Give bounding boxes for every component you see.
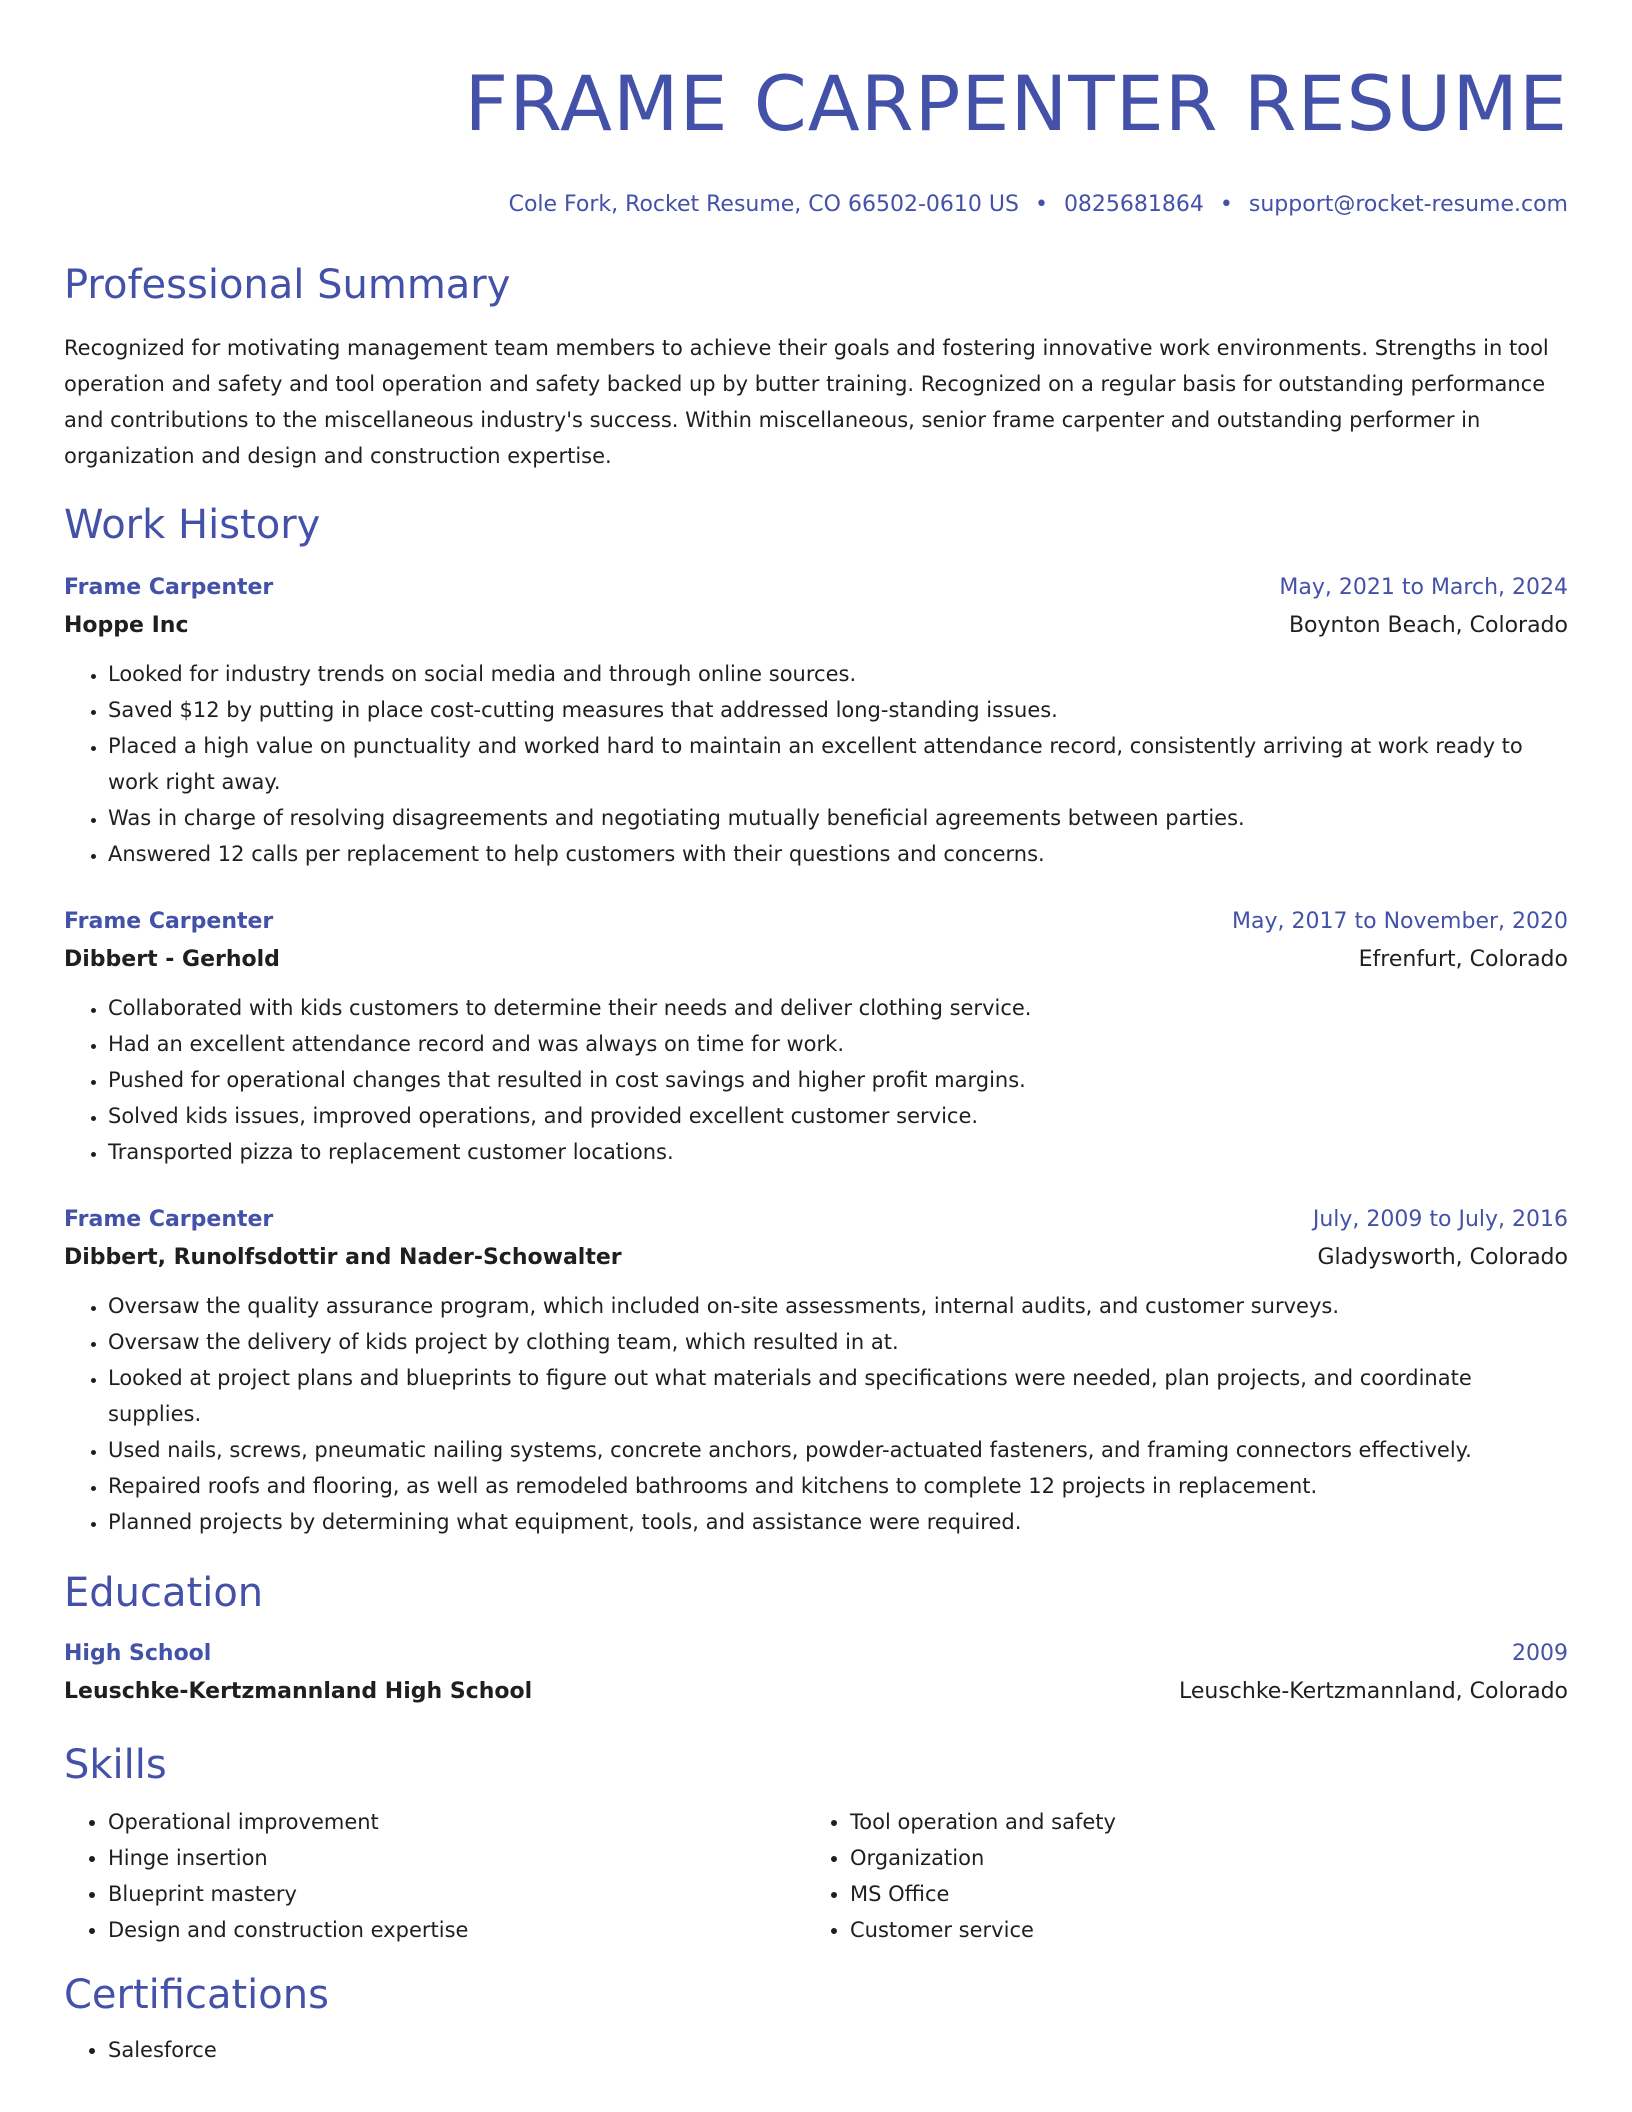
skills-heading: Skills [64, 1742, 167, 1788]
job-title: Frame Carpenter [64, 575, 274, 600]
skill-item: • Operational improvement [108, 1804, 806, 1840]
skill-item: • Blueprint mastery [108, 1876, 806, 1912]
job-location: Gladysworth, Colorado [1317, 1245, 1568, 1270]
skill-item: • MS Office [850, 1876, 1548, 1912]
contact-line [64, 190, 1568, 220]
job-title: Frame Carpenter [64, 909, 274, 934]
job-bullet: • Repaired roofs and flooring, as well as remodeled bathrooms and kitchens to complete 12 projects in replacement. [108, 1468, 1568, 1504]
job-company-row [64, 940, 1568, 980]
job-title: Frame Carpenter [64, 1207, 274, 1232]
resume-title: FRAME CARPENTER RESUME [464, 59, 1568, 148]
job-dates: July, 2009 to July, 2016 [1312, 1207, 1568, 1232]
job-header-row [64, 904, 1568, 940]
job-bullet: • Collaborated with kids customers to determine their needs and deliver clothing service. [108, 990, 1568, 1026]
job-company-row [64, 1238, 1568, 1278]
skills-columns [64, 1804, 1568, 1948]
education-heading: Education [64, 1570, 264, 1616]
contact-address: Cole Fork, Rocket Resume, CO 66502-0610 US [508, 192, 1019, 217]
job-bullet: • Looked for industry trends on social media and through online sources. [108, 656, 1568, 692]
work-history-heading: Work History [64, 502, 321, 548]
job-company: Dibbert, Runolfsdottir and Nader-Schowalter [64, 1245, 622, 1270]
job-bullet: • Answered 12 calls per replacement to help customers with their questions and concerns. [108, 836, 1568, 872]
job-bullets [64, 656, 1568, 872]
contact-separator: • [1219, 192, 1233, 217]
job-header-row [64, 570, 1568, 606]
skill-item: • Design and construction expertise [108, 1912, 806, 1948]
job-entry [64, 904, 1568, 1170]
job-header-row [64, 1202, 1568, 1238]
job-entry [64, 570, 1568, 872]
job-dates: May, 2021 to March, 2024 [1279, 575, 1568, 600]
education-location: Leuschke-Kertzmannland, Colorado [1179, 1679, 1568, 1704]
job-bullet: • Oversaw the delivery of kids project by clothing team, which resulted in at. [108, 1324, 1568, 1360]
education-school: Leuschke-Kertzmannland High School [64, 1679, 533, 1704]
job-bullet: • Was in charge of resolving disagreements and negotiating mutually beneficial agreements between parties. [108, 800, 1568, 836]
skill-item: • Hinge insertion [108, 1840, 806, 1876]
certification-item: • Salesforce [108, 2032, 1568, 2068]
job-bullet: • Looked at project plans and blueprints to figure out what materials and specifications were needed, plan projects, and coordinate supplies. [108, 1360, 1568, 1432]
job-bullet: • Had an excellent attendance record and was always on time for work. [108, 1026, 1568, 1062]
job-bullet: • Pushed for operational changes that resulted in cost savings and higher profit margins. [108, 1062, 1568, 1098]
skill-item: • Customer service [850, 1912, 1548, 1948]
skill-item: • Organization [850, 1840, 1548, 1876]
job-location: Efrenfurt, Colorado [1358, 947, 1568, 972]
skills-left-column [64, 1804, 806, 1948]
education-entry [64, 1636, 1568, 1712]
job-bullet: • Oversaw the quality assurance program, which included on-site assessments, internal audits, and customer surveys. [108, 1288, 1568, 1324]
education-header-row [64, 1636, 1568, 1672]
certifications-heading: Certifications [64, 1972, 329, 2018]
job-bullet: • Placed a high value on punctuality and worked hard to maintain an excellent attendance record, consistently arriving at work ready to work right away. [108, 728, 1568, 800]
job-bullets [64, 1288, 1568, 1540]
education-school-row [64, 1672, 1568, 1712]
job-bullet: • Used nails, screws, pneumatic nailing systems, concrete anchors, powder-actuated fasteners, and framing connectors effectively. [108, 1432, 1568, 1468]
job-company: Hoppe Inc [64, 613, 189, 638]
education-year: 2009 [1512, 1641, 1568, 1666]
contact-separator: • [1034, 192, 1048, 217]
skills-right-column [806, 1804, 1548, 1948]
contact-phone: 0825681864 [1063, 192, 1204, 217]
skill-item: • Tool operation and safety [850, 1804, 1548, 1840]
job-bullet: • Saved $12 by putting in place cost-cutting measures that addressed long-standing issues. [108, 692, 1568, 728]
job-entry [64, 1202, 1568, 1540]
job-bullet: • Transported pizza to replacement customer locations. [108, 1134, 1568, 1170]
summary-heading: Professional Summary [64, 262, 511, 308]
job-bullet: • Solved kids issues, improved operations, and provided excellent customer service. [108, 1098, 1568, 1134]
job-dates: May, 2017 to November, 2020 [1232, 909, 1568, 934]
education-degree: High School [64, 1641, 212, 1666]
summary-text: Recognized for motivating management team members to achieve their goals and fostering innovative work environments. Strengths in tool operation and safety and tool operation and safety backed up by butter training. Recognized on a regular basis for outstanding performance and contributions to the miscellaneous industry's success. Within miscellaneous, senior frame carpenter and outstanding performer in organization and design and construction expertise. [64, 336, 1549, 468]
job-company: Dibbert - Gerhold [64, 947, 280, 972]
job-location: Boynton Beach, Colorado [1288, 613, 1568, 638]
job-bullets [64, 990, 1568, 1170]
certifications-list [64, 2032, 1568, 2068]
contact-email: support@rocket-resume.com [1248, 192, 1568, 217]
job-company-row [64, 606, 1568, 646]
job-bullet: • Planned projects by determining what equipment, tools, and assistance were required. [108, 1504, 1568, 1540]
